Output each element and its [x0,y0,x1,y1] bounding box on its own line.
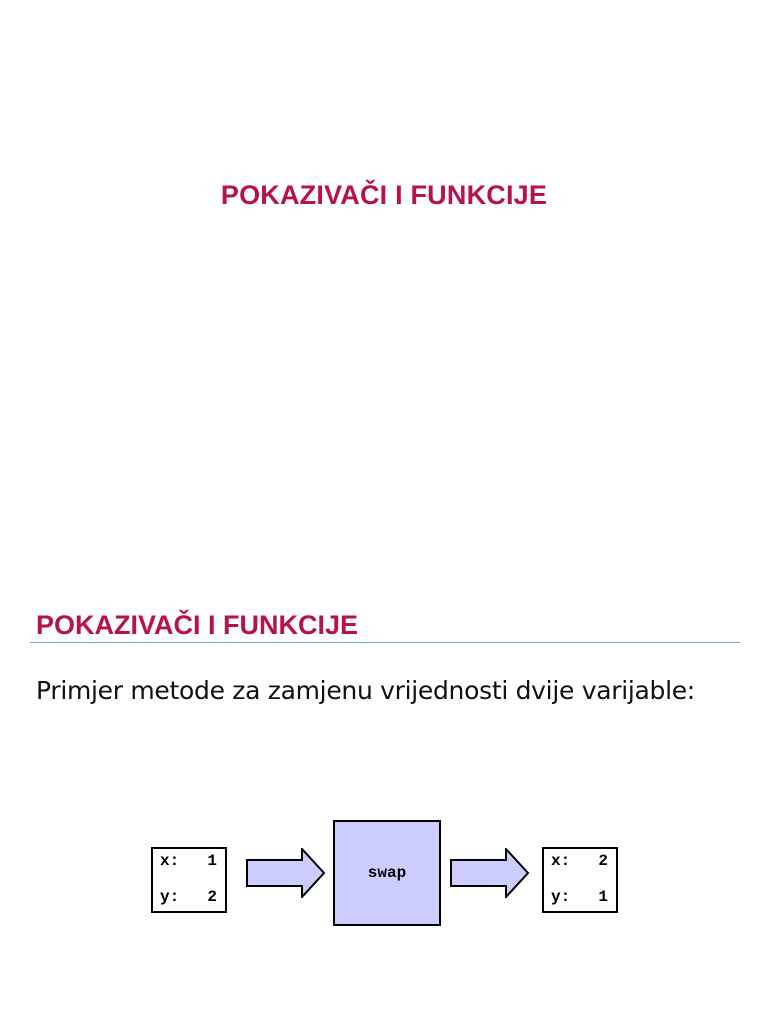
before-y-row [160,888,217,908]
before-x-row [160,852,217,872]
after-x-row [551,852,608,872]
after-y-value: 1 [598,888,608,906]
after-variables-box [542,847,618,913]
after-x-value: 2 [598,852,608,870]
before-variables-box [151,847,227,913]
right-arrow-icon [246,848,326,898]
before-x-label: x: [160,852,180,870]
title-divider [30,642,740,643]
before-y-label: y: [160,888,180,906]
after-x-label: x: [551,852,571,870]
right-arrow-icon [450,848,530,898]
description-text: Primjer metode za zamjenu vrijednosti dvije varijable: [36,676,695,705]
swap-label: swap [367,864,407,882]
swap-function-box [333,820,441,926]
section-title: POKAZIVAČI I FUNKCIJE [36,610,359,640]
after-y-row [551,888,608,908]
slide-title: POKAZIVAČI I FUNKCIJE [220,180,548,210]
after-y-label: y: [551,888,571,906]
before-x-value: 1 [207,852,217,870]
before-y-value: 2 [207,888,217,906]
